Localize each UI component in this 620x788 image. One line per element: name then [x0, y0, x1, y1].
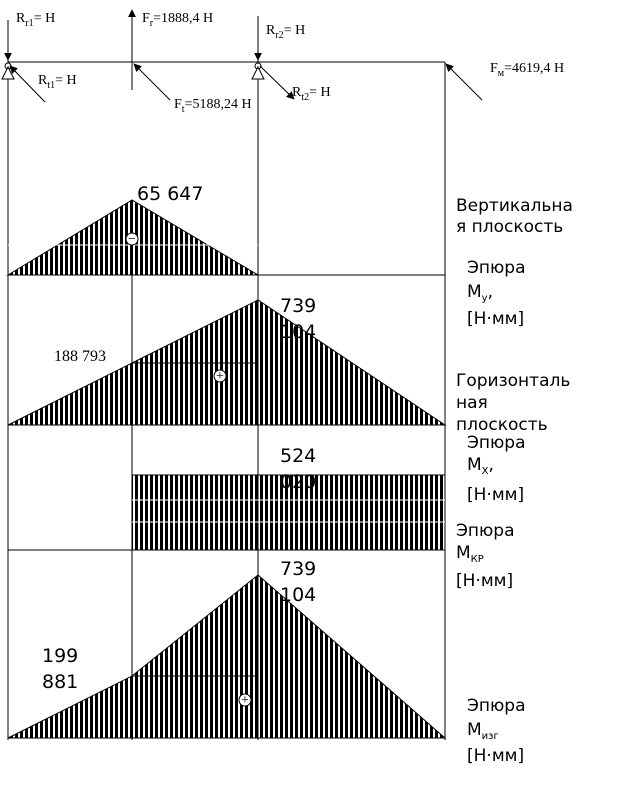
value-bending-peak-line1: 739 [280, 558, 317, 580]
caption-torque-epure: Эпюра [456, 521, 515, 541]
arrow-fm [446, 64, 482, 100]
caption-vertical-units: [Н·мм] [467, 309, 525, 329]
caption-horizontal-plane-3: плоскость [456, 415, 548, 435]
caption-vertical-epure: Эпюра [467, 258, 526, 278]
caption-bending-epure: Эпюра [467, 696, 526, 716]
epure-vertical [8, 183, 445, 275]
value-bending-left-line1: 199 [42, 645, 79, 667]
caption-vertical-plane-1: Вертикальна [456, 196, 573, 216]
value-horizontal-peak-line1: 739 [280, 295, 317, 317]
label-rr1: $R_{r1}= Н$ [16, 11, 56, 29]
caption-bending-symbol: $М_{изг}$ [467, 720, 499, 742]
caption-horizontal [456, 371, 570, 505]
value-bending-peak-line2: 104 [280, 584, 317, 606]
right-support [252, 63, 264, 79]
caption-vertical-plane-2: я плоскость [456, 217, 564, 237]
caption-horizontal-plane-2: ная [456, 393, 488, 413]
sign-vertical: − [128, 232, 136, 247]
caption-bending-units: [Н·мм] [467, 746, 525, 766]
value-horizontal-peak-line2: 104 [280, 321, 317, 343]
caption-horizontal-symbol: $М_Х$, [467, 455, 494, 477]
epure-torque [8, 445, 445, 550]
label-fr: $F_r=1888,4$ Н [142, 11, 214, 29]
force-arrows [8, 10, 482, 102]
value-horizontal-left: 188 793 [54, 348, 106, 365]
caption-vertical [456, 196, 573, 329]
caption-horizontal-units: [Н·мм] [467, 485, 525, 505]
caption-horizontal-epure: Эпюра [467, 433, 526, 453]
value-torque-line1: 524 [280, 445, 317, 467]
arrow-ft [134, 64, 170, 100]
caption-torque [456, 521, 515, 591]
label-fm: $F_м=4619,4$ Н [490, 61, 565, 79]
caption-vertical-symbol: $М_у$, [467, 282, 493, 304]
label-rt1: $R_{t1}= Н$ [38, 73, 77, 91]
caption-torque-symbol: $М_{КР}$ [456, 543, 484, 565]
caption-horizontal-plane-1: Горизонталь [456, 371, 571, 391]
caption-bending [467, 696, 526, 766]
epure-bending [8, 558, 445, 738]
value-vertical-peak: 65 647 [137, 183, 204, 205]
label-rt2: $R_{t2}= Н$ [292, 85, 331, 103]
sign-bending: + [241, 693, 249, 708]
left-support [2, 63, 14, 79]
arrow-rt2 [260, 66, 294, 99]
value-torque-line2: 020 [280, 471, 317, 493]
value-bending-left-line2: 881 [42, 671, 79, 693]
caption-torque-units: [Н·мм] [456, 571, 514, 591]
epure-horizontal [8, 295, 445, 425]
label-ft: $F_t=5188,24$ Н [174, 97, 252, 115]
label-rr2: $R_{r2}= Н$ [266, 23, 306, 41]
sign-horizontal: + [216, 369, 224, 384]
